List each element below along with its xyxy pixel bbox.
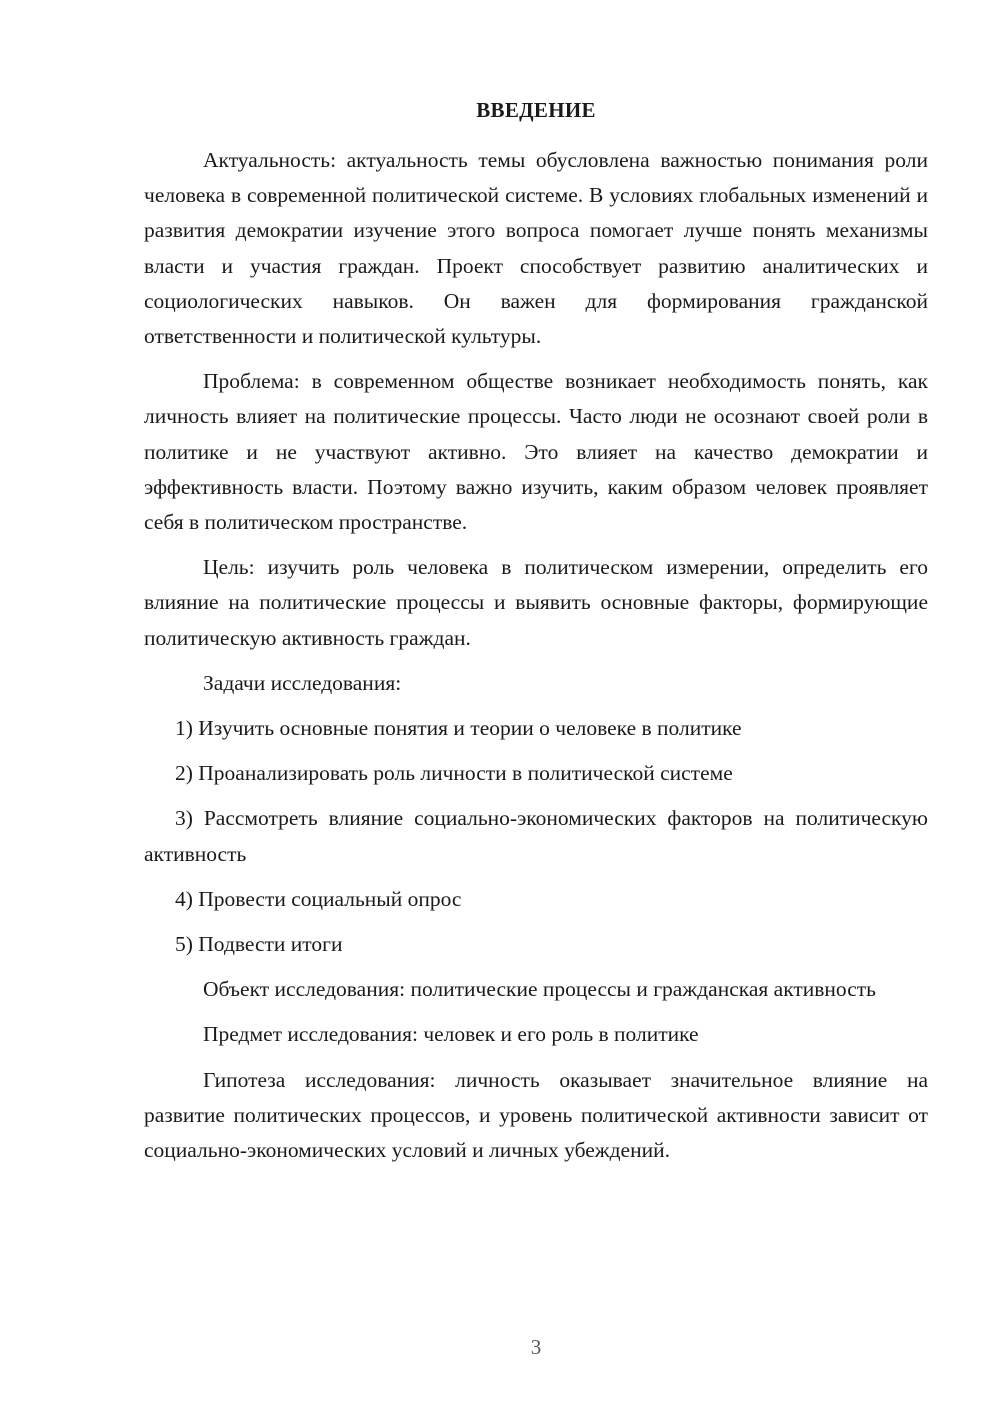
tasks-heading: Задачи исследования:: [203, 670, 402, 695]
task-item-2: 2) Проанализировать роль личности в политической системе: [175, 761, 733, 786]
object-paragraph: Объект исследования: политические процессы и гражданская активность: [203, 977, 876, 1002]
problem-paragraph: Проблема: в современном обществе возникает необходимость понять, как личность влияет на политические процессы. Часто люди не осознают своей роли в политике и не участвуют активно. Это влияет на качество демократии и эффективность власти. Поэтому важно изучить, каким образом человек проявляет себя в политическом пространстве.: [144, 369, 928, 535]
task-item-1: 1) Изучить основные понятия и теории о человеке в политике: [175, 716, 742, 741]
page-number: 3: [530, 1335, 542, 1359]
hypothesis-paragraph: Гипотеза исследования: личность оказывает значительное влияние на развитие политических процессов, и уровень политической активности зависит от социально-экономических условий и личных убеждений.: [144, 1067, 928, 1163]
task-item-3: 3) Рассмотреть влияние социально-экономических факторов на политическую активность: [144, 806, 928, 866]
relevance-paragraph: Актуальность: актуальность темы обусловлена важностью понимания роли человека в современной политической системе. В условиях глобальных изменений и развития демократии изучение этого вопроса помогает лучше понять механизмы власти и участия граждан. Проект способствует развитию аналитических и социологических навыков. Он важен для формирования гражданской ответственности и политической культуры.: [144, 148, 928, 349]
task-item-4: 4) Провести социальный опрос: [175, 886, 462, 911]
subject-paragraph: Предмет исследования: человек и его роль в политике: [203, 1022, 699, 1047]
document-body: [144, 143, 928, 1178]
goal-paragraph: Цель: изучить роль человека в политическом измерении, определить его влияние на политические процессы и выявить основные факторы, формирующие политическую активность граждан.: [144, 555, 928, 650]
task-item-5: 5) Подвести итоги: [175, 932, 343, 957]
page-title: ВВЕДЕНИЕ: [476, 98, 596, 122]
